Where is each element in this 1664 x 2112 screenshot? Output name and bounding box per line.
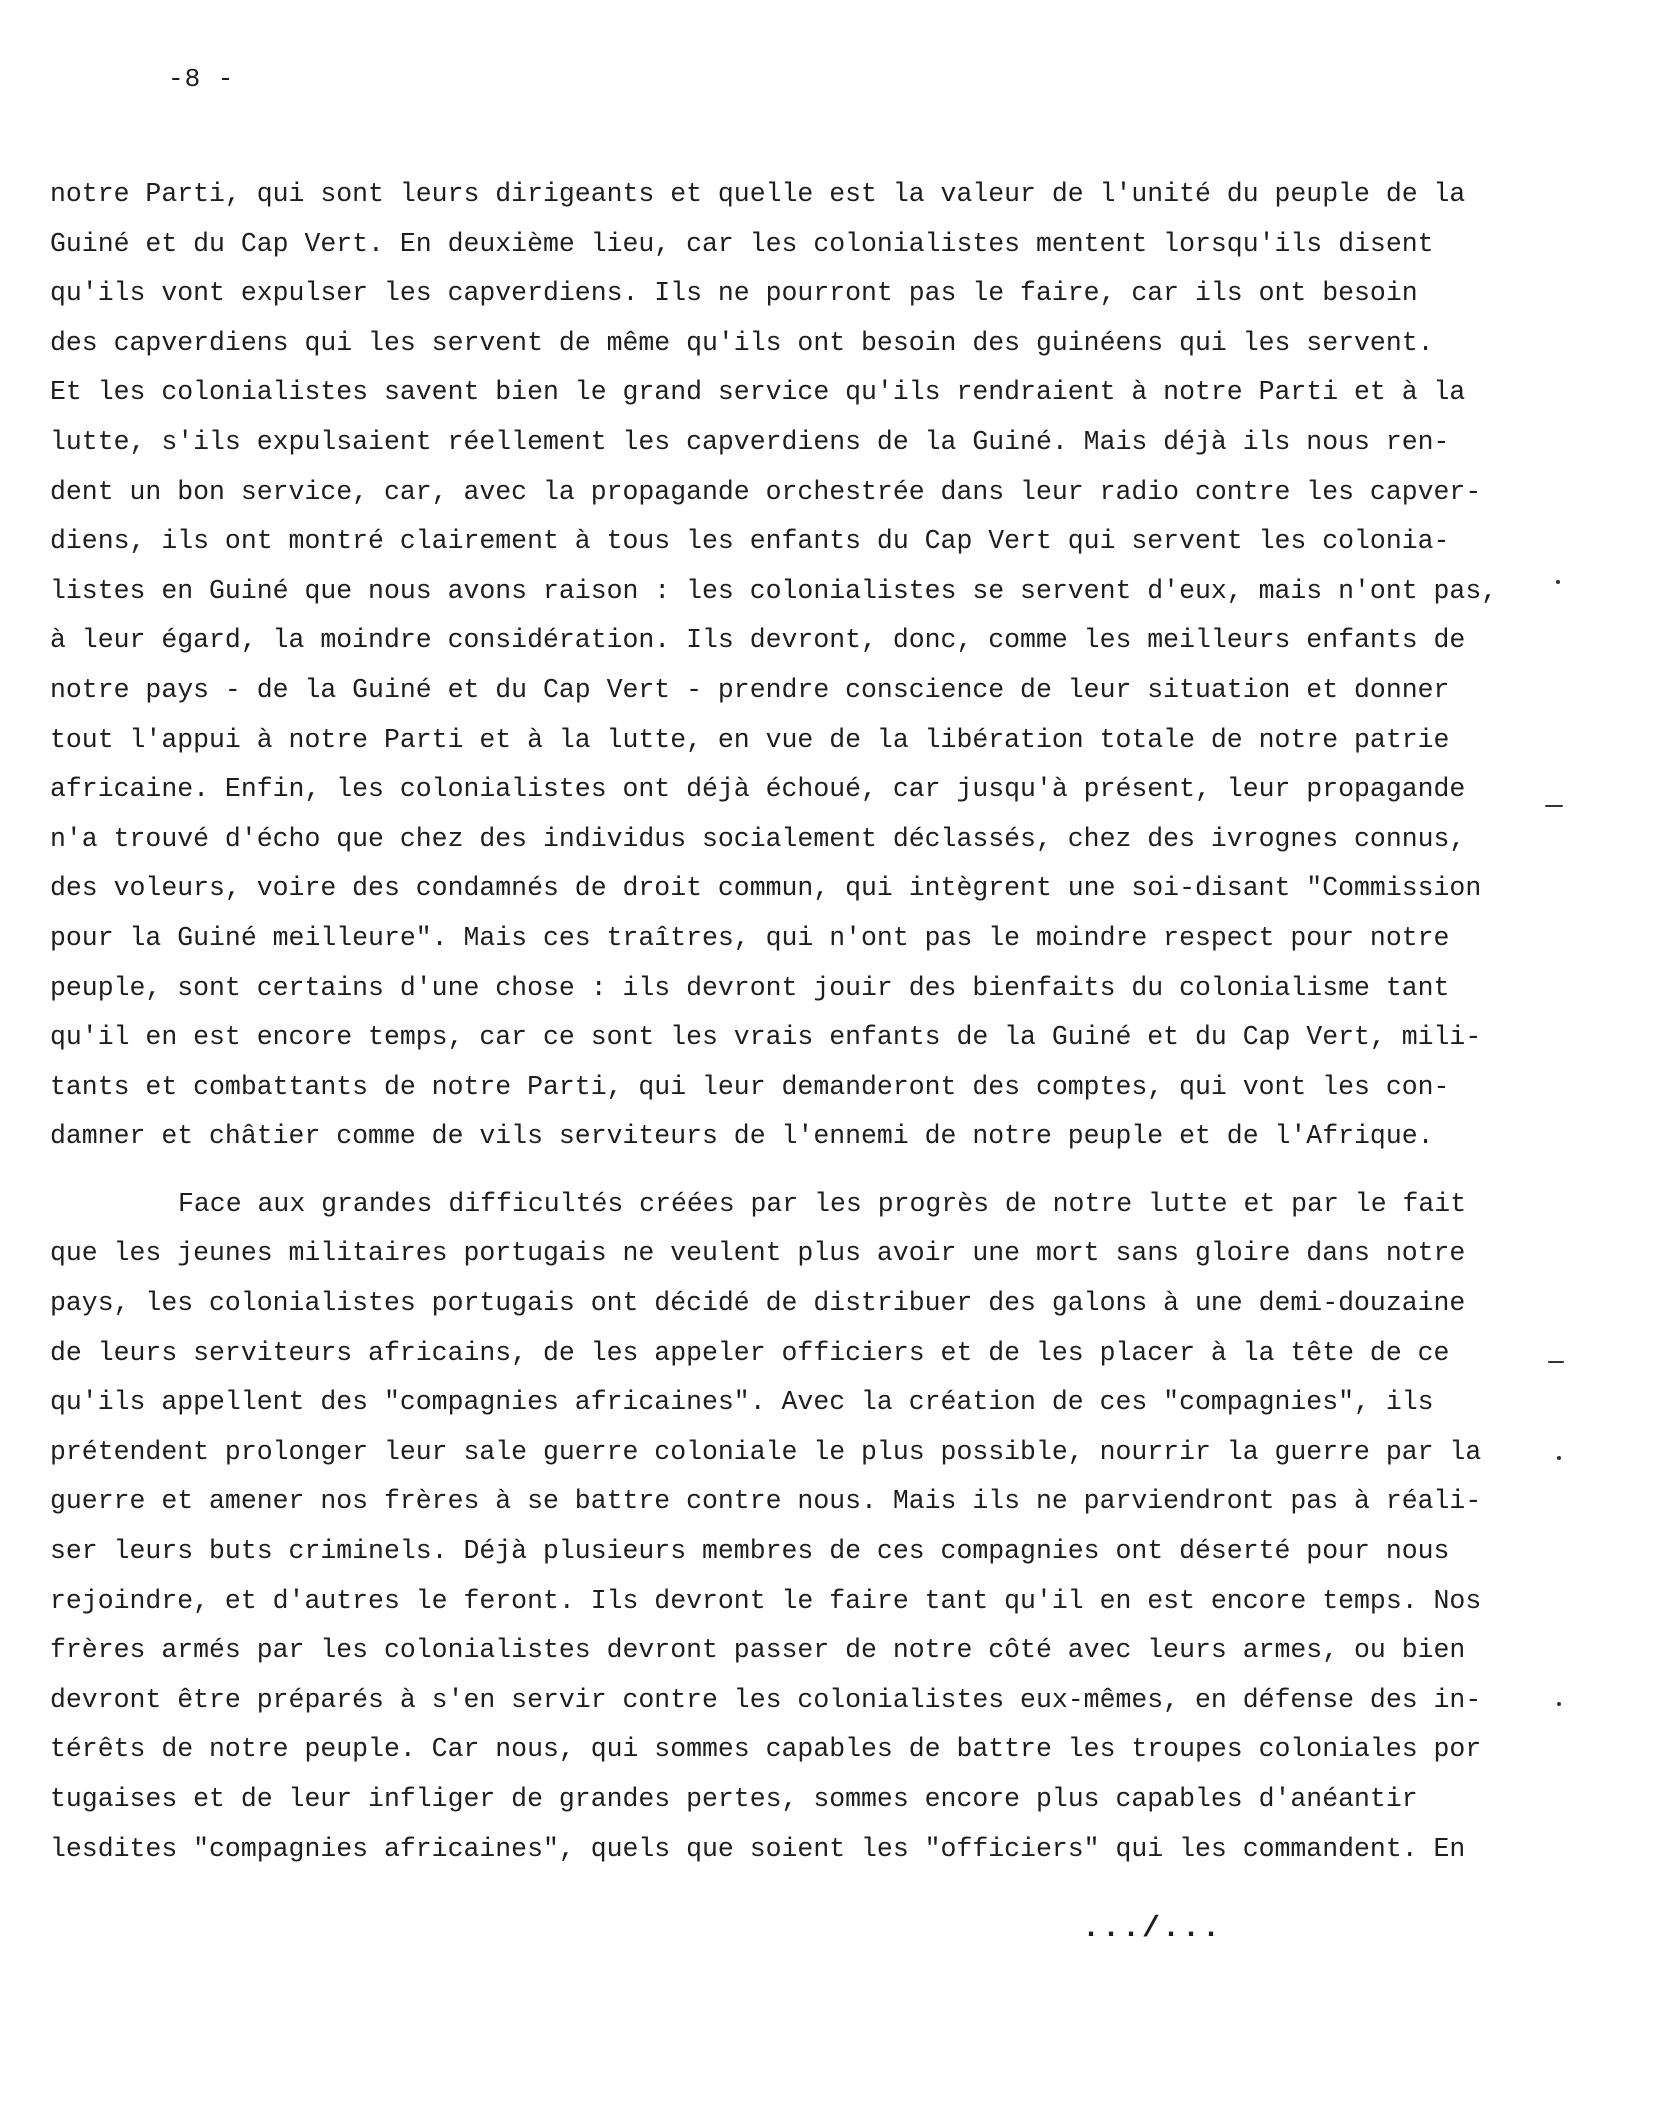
text-line: tout l'appui à notre Parti et à la lutte, en vue de la libération totale de notre patrie [50,724,1450,755]
text-line: diens, ils ont montré clairement à tous les enfants du Cap Vert qui servent les colonia- [50,526,1450,557]
text-line: ser leurs buts criminels. Déjà plusieurs membres de ces compagnies ont déserté pour nous [50,1536,1450,1567]
margin-mark [1557,1702,1561,1706]
text-line: Et les colonialistes savent bien le grand service qu'ils rendraient à notre Parti et à la [50,377,1466,408]
margin-mark [1556,580,1560,584]
text-line: devront être préparés à s'en servir contre les colonialistes eux-mêmes, en défense des in- [50,1684,1482,1715]
text-line: notre pays - de la Guiné et du Cap Vert - prendre conscience de leur situation et donner [50,674,1450,705]
text-line: pour la Guiné meilleure". Mais ces traîtres, qui n'ont pas le moindre respect pour notre [50,922,1450,953]
text-line: lesdites "compagnies africaines", quels que soient les "officiers" qui les commandent. En [50,1833,1466,1864]
text-line: des capverdiens qui les servent de même qu'ils ont besoin des guinéens qui les servent. [50,327,1434,358]
text-line: pays, les colonialistes portugais ont décidé de distribuer des galons à une demi-douzaine [50,1288,1466,1319]
paragraph-gap [50,1162,1450,1180]
continuation-mark: .../... [1082,1912,1223,1946]
text-line: à leur égard, la moindre considération. Ils devront, donc, comme les meilleurs enfants de [50,625,1466,656]
margin-mark [1548,1361,1564,1363]
text-line: frères armés par les colonialistes devront passer de notre côté avec leurs armes, ou bien [50,1635,1466,1666]
text-line: africaine. Enfin, les colonialistes ont déjà échoué, car jusqu'à présent, leur propagande [50,774,1466,805]
text-line: Guiné et du Cap Vert. En deuxième lieu, car les colonialistes mentent lorsqu'ils disent [50,228,1434,259]
document-body [50,170,1498,1874]
text-line: peuple, sont certains d'une chose : ils devront jouir des bienfaits du colonialisme tant [50,972,1450,1003]
text-line: des voleurs, voire des condamnés de droit commun, qui intègrent une soi-disant "Commission [50,873,1482,904]
text-line: dent un bon service, car, avec la propagande orchestrée dans leur radio contre les capver- [50,476,1482,507]
paragraph-2 [50,1180,1482,1874]
text-line: listes en Guiné que nous avons raison : les colonialistes se servent d'eux, mais n'ont pas, [50,575,1498,606]
text-line: guerre et amener nos frères à se battre contre nous. Mais ils ne parviendront pas à réali- [50,1486,1482,1517]
text-line: de leurs serviteurs africains, de les appeler officiers et de les placer à la tête de ce [50,1337,1450,1368]
text-line: qu'ils vont expulser les capverdiens. Ils ne pourront pas le faire, car ils ont besoin [50,278,1418,309]
text-line: notre Parti, qui sont leurs dirigeants et quelle est la valeur de l'unité du peuple de la [50,179,1466,209]
page-number: -8 - [168,64,235,94]
text-line: térêts de notre peuple. Car nous, qui sommes capables de battre les troupes coloniales por [50,1734,1482,1765]
text-line: qu'ils appellent des "compagnies africaines". Avec la création de ces "compagnies", ils [50,1387,1434,1418]
margin-mark [1557,1456,1561,1460]
text-line: Face aux grandes difficultés créées par les progrès de notre lutte et par le fait [178,1188,1467,1219]
text-line: prétendent prolonger leur sale guerre coloniale le plus possible, nourrir la guerre par la [50,1436,1482,1467]
margin-mark [1545,805,1563,807]
text-line: rejoindre, et d'autres le feront. Ils devront le faire tant qu'il en est encore temps. Nos [50,1585,1482,1616]
text-line: que les jeunes militaires portugais ne veulent plus avoir une mort sans gloire dans notre [50,1238,1466,1269]
text-line: damner et châtier comme de vils serviteurs de l'ennemi de notre peuple et de l'Afrique. [50,1121,1434,1152]
text-line: n'a trouvé d'écho que chez des individus socialement déclassés, chez des ivrognes connus, [50,823,1466,854]
text-line: tugaises et de leur infliger de grandes pertes, sommes encore plus capables d'anéantir [50,1784,1418,1814]
paragraph-1 [50,170,1498,1162]
text-line: lutte, s'ils expulsaient réellement les capverdiens de la Guiné. Mais déjà ils nous ren- [50,426,1450,457]
text-line: tants et combattants de notre Parti, qui leur demanderont des comptes, qui vont les con- [50,1071,1450,1102]
text-line: qu'il en est encore temps, car ce sont les vrais enfants de la Guiné et du Cap Vert, mili- [50,1022,1482,1053]
